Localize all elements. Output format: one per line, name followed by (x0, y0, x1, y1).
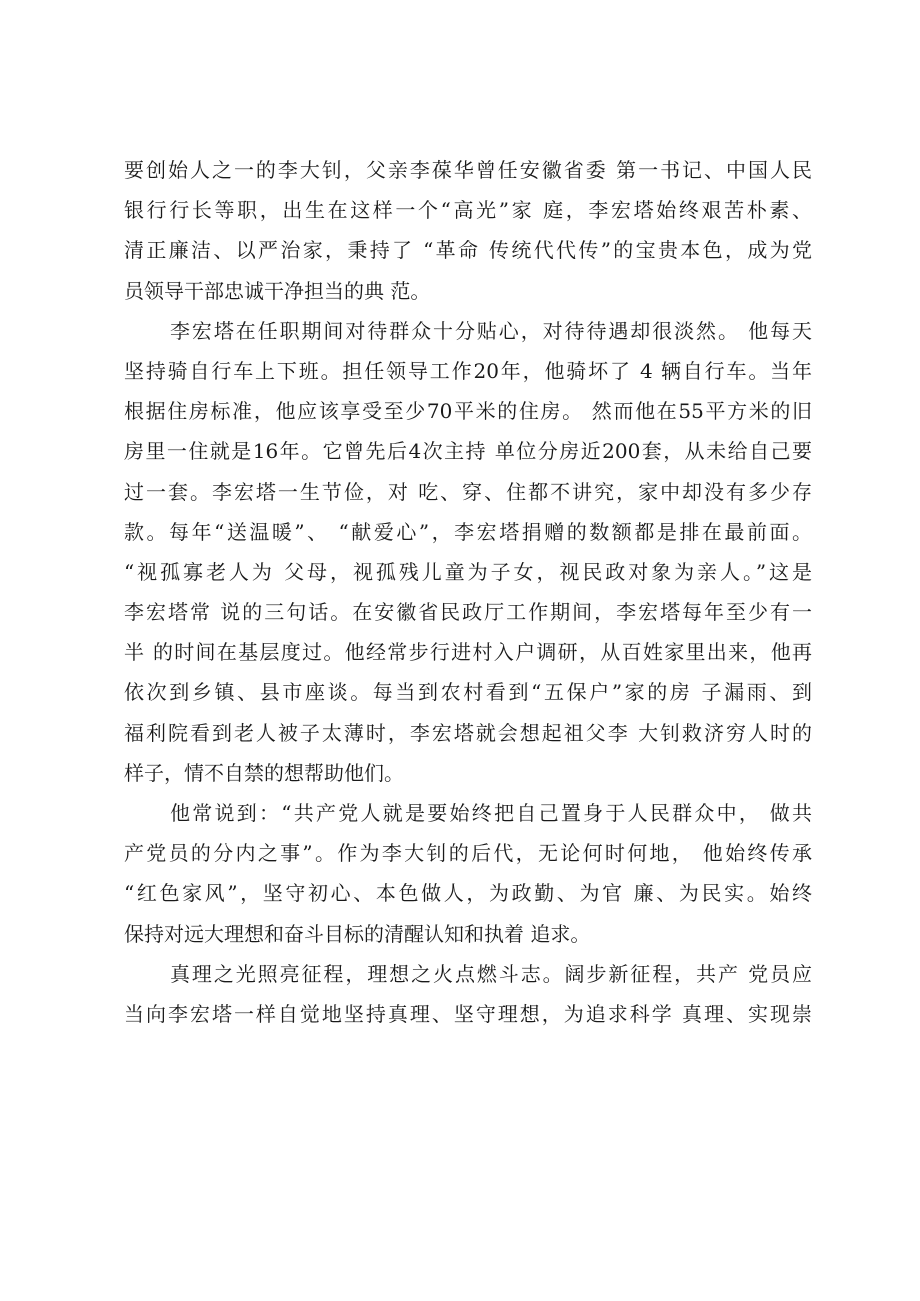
text-line: “红色家风”，坚守初心、本色做人，为政勤、为官 廉、为民实。始终 (124, 881, 812, 906)
text-line: 清正廉洁、以严治家，秉持了 “革命 传统代代传”的宝贵本色，成为党 (124, 238, 812, 263)
text-line: 要创始人之一的李大钊，父亲李葆华曾任安徽省委 第一书记、中国人民 (124, 158, 812, 182)
text-line: 他常说到：“共产党人就是要始终把自己置身于人民群众中， 做共 (170, 801, 812, 825)
text-line: 当向李宏塔一样自觉地坚持真理、坚守理想，为追求科学 真理、实现崇 (124, 1001, 812, 1026)
text-line: 保持对远大理想和奋斗目标的清醒认知和执着 追求。 (124, 921, 591, 946)
text-line: 半 的时间在基层度过。他经常步行进村入户调研，从百姓家里出来，他再 (124, 640, 812, 665)
text-line: 真理之光照亮征程，理想之火点燃斗志。阔步新征程，共产 党员应 (170, 961, 812, 986)
text-line: 样子，情不自禁的想帮助他们。 (124, 760, 404, 785)
text-line: 依次到乡镇、县市座谈。每当到农村看到“五保户”家的房 子漏雨、到 (124, 680, 812, 705)
text-line: “视孤寡老人为 父母，视孤残儿童为子女，视民政对象为亲人。”这是 (124, 559, 812, 584)
paragraph (124, 793, 812, 954)
text-line: 银行行长等职，出生在这样一个“高光”家 庭，李宏塔始终艰苦朴素、 (124, 198, 812, 223)
text-line: 员领导干部忠诚干净担当的典 范。 (124, 278, 431, 303)
text-line: 房里一住就是16年。它曾先后4次主持 单位分房近200套，从未给自己要 (124, 439, 812, 464)
text-line: 李宏塔在任职期间对待群众十分贴心，对待待遇却很淡然。 他每天 (170, 318, 812, 343)
text-line: 过一套。李宏塔一生节俭，对 吃、穿、住都不讲究，家中却没有多少存 (124, 479, 812, 504)
text-line: 福利院看到老人被子太薄时，李宏塔就会想起祖父李 大钊救济穷人时的 (124, 720, 812, 745)
text-line: 坚持骑自行车上下班。担任领导工作20年，他骑坏了 4 辆自行车。当年 (124, 358, 812, 383)
paragraph (124, 311, 812, 793)
text-line: 产党员的分内之事”。作为李大钊的后代，无论何时何地， 他始终传承 (124, 841, 812, 866)
text-line: 款。每年“送温暖”、 “献爱心”，李宏塔捐赠的数额都是排在最前面。 (124, 519, 812, 544)
paragraph (124, 150, 812, 311)
text-line: 李宏塔常 说的三句话。在安徽省民政厅工作期间，李宏塔每年至少有一 (124, 600, 812, 625)
document-body (124, 150, 812, 1034)
paragraph (124, 954, 812, 1034)
text-line: 根据住房标准，他应该享受至少70平米的住房。 然而他在55平方米的旧 (124, 399, 812, 424)
